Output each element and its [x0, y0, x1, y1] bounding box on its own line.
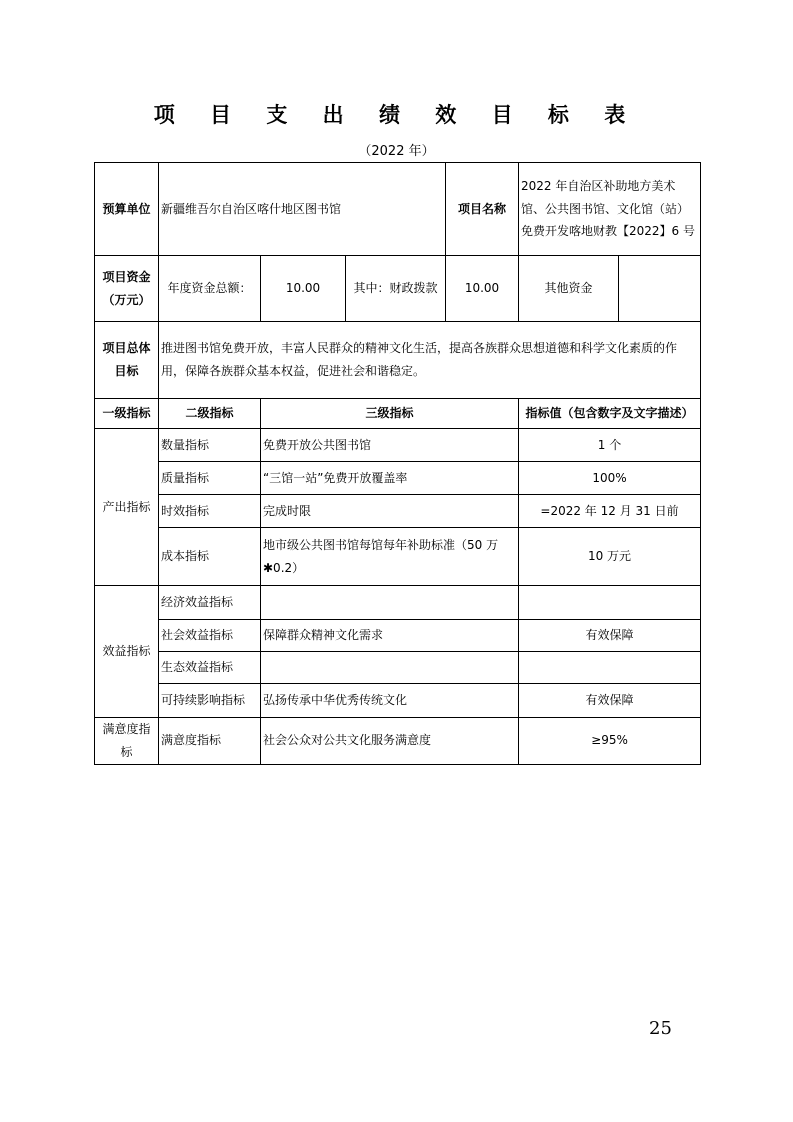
level3-cell: 弘扬传承中华优秀传统文化	[261, 684, 519, 718]
table-row	[95, 652, 701, 684]
level3-cell: 免费开放公共图书馆	[261, 429, 519, 462]
level2-cell: 时效指标	[159, 495, 261, 528]
value-cell: ≥95%	[519, 718, 701, 765]
budget-unit-label: 预算单位	[95, 163, 159, 256]
level2-cell: 成本指标	[159, 528, 261, 586]
value-cell: 100%	[519, 462, 701, 495]
table-row	[95, 462, 701, 495]
level3-cell	[261, 586, 519, 620]
page-title: 项 目 支 出 绩 效 目 标 表	[153, 103, 640, 127]
year-label: （2022 年）	[358, 144, 435, 159]
level3-cell: “三馆一站”免费开放覆盖率	[261, 462, 519, 495]
level3-cell: 社会公众对公共文化服务满意度	[261, 718, 519, 765]
annual-total-value: 10.00	[261, 256, 346, 322]
budget-unit-value: 新疆维吾尔自治区喀什地区图书馆	[159, 163, 446, 256]
value-cell: =2022 年 12 月 31 日前	[519, 495, 701, 528]
performance-table	[94, 162, 701, 765]
overall-goal-label: 项目总体目标	[95, 322, 159, 399]
table-row	[95, 718, 701, 765]
header-level2: 二级指标	[159, 399, 261, 429]
table-row	[95, 495, 701, 528]
value-cell: 有效保障	[519, 684, 701, 718]
level3-cell	[261, 652, 519, 684]
level2-cell: 可持续影响指标	[159, 684, 261, 718]
value-cell: 有效保障	[519, 620, 701, 652]
table-row	[95, 620, 701, 652]
page-number: 25	[649, 1018, 672, 1039]
level2-cell: 社会效益指标	[159, 620, 261, 652]
value-cell	[519, 586, 701, 620]
header-value: 指标值（包含数字及文字描述）	[519, 399, 701, 429]
overall-goal-row	[95, 322, 701, 399]
fiscal-label: 其中：财政拨款	[346, 256, 446, 322]
level1-benefit: 效益指标	[95, 586, 159, 718]
table-row	[95, 684, 701, 718]
header-level3: 三级指标	[261, 399, 519, 429]
overall-goal-value: 推进图书馆免费开放，丰富人民群众的精神文化生活，提高各族群众思想道德和科学文化素质的作用，保障各族群众基本权益，促进社会和谐稳定。	[159, 322, 701, 399]
level3-cell: 地市级公共图书馆每馆每年补助标准（50 万✱0.2）	[261, 528, 519, 586]
level2-cell: 数量指标	[159, 429, 261, 462]
level2-cell: 满意度指标	[159, 718, 261, 765]
table-row	[95, 528, 701, 586]
budget-unit-row	[95, 163, 701, 256]
level1-output: 产出指标	[95, 429, 159, 586]
value-cell	[519, 652, 701, 684]
funds-label: 项目资金（万元）	[95, 256, 159, 322]
level3-cell: 保障群众精神文化需求	[261, 620, 519, 652]
level2-cell: 生态效益指标	[159, 652, 261, 684]
other-funds-value	[619, 256, 701, 322]
value-cell: 1 个	[519, 429, 701, 462]
funds-row	[95, 256, 701, 322]
header-row	[95, 399, 701, 429]
other-funds-label: 其他资金	[519, 256, 619, 322]
project-name-value: 2022 年自治区补助地方美术馆、公共图书馆、文化馆（站）免费开发喀地财教【2022】6 号	[519, 163, 701, 256]
level1-satisfaction: 满意度指标	[95, 718, 159, 765]
level3-cell: 完成时限	[261, 495, 519, 528]
annual-total-label: 年度资金总额：	[159, 256, 261, 322]
table-row	[95, 429, 701, 462]
header-level1: 一级指标	[95, 399, 159, 429]
table-row	[95, 586, 701, 620]
level2-cell: 质量指标	[159, 462, 261, 495]
value-cell: 10 万元	[519, 528, 701, 586]
fiscal-value: 10.00	[446, 256, 519, 322]
level2-cell: 经济效益指标	[159, 586, 261, 620]
project-name-label: 项目名称	[446, 163, 519, 256]
